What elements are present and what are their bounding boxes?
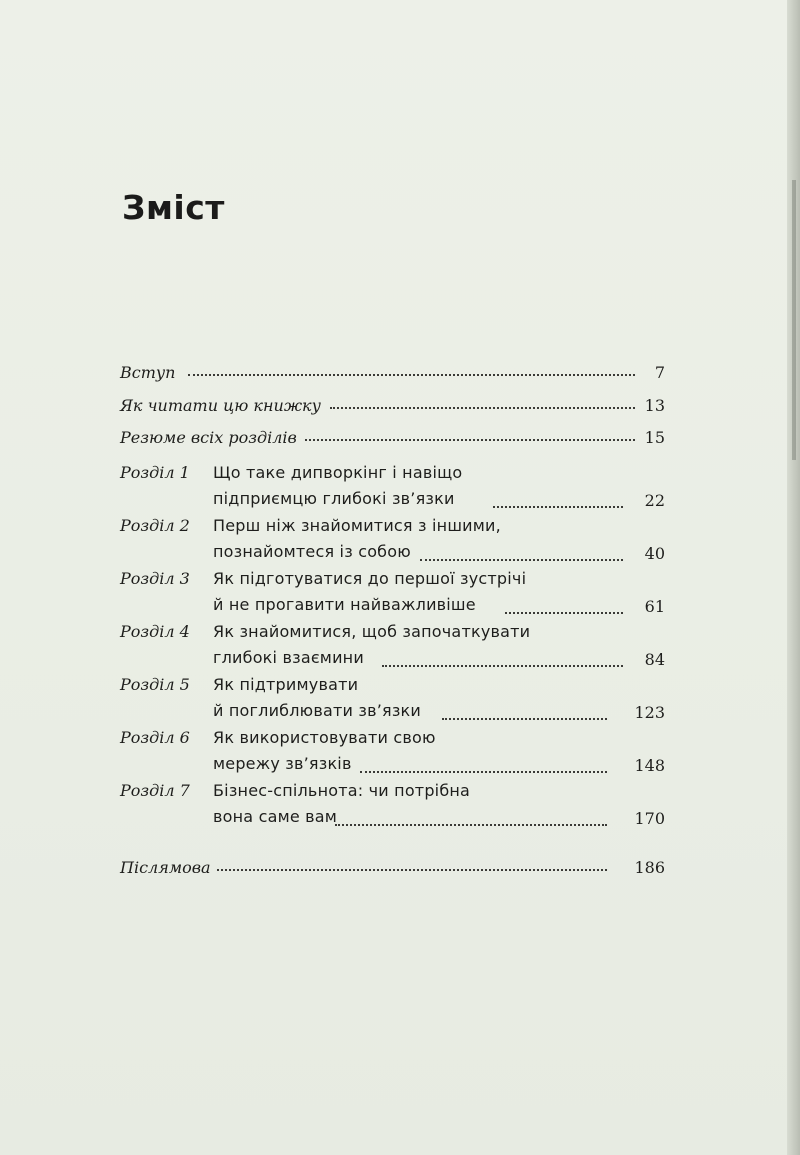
dot-leader xyxy=(420,559,623,561)
dot-leader xyxy=(382,665,623,667)
toc-entry-intro xyxy=(120,356,665,382)
dot-leader xyxy=(335,824,607,826)
entry-page: 15 xyxy=(644,428,665,447)
entry-page: 186 xyxy=(634,858,665,877)
chapter-label: Розділ 2 xyxy=(120,516,190,535)
dot-leader xyxy=(442,718,607,720)
entry-page: 13 xyxy=(644,396,665,415)
entry-label: Резюме всіх розділів xyxy=(120,428,297,447)
chapter-title-line1: Перш ніж знайомитися з іншими, xyxy=(213,516,501,535)
toc-title: Зміст xyxy=(122,188,225,227)
chapter-title-line2: вона саме вам xyxy=(213,807,338,826)
chapter-label: Розділ 7 xyxy=(120,781,190,800)
chapter-title-line1: Як використовувати свою xyxy=(213,728,436,747)
toc-chapter-6 xyxy=(120,728,665,780)
chapter-title-line1: Бізнес-спільнота: чи потрібна xyxy=(213,781,471,800)
dot-leader xyxy=(217,869,607,871)
chapter-label: Розділ 4 xyxy=(120,622,190,641)
chapter-title-line1: Як підготуватися до першої зустрічі xyxy=(213,569,527,588)
toc-chapter-4 xyxy=(120,622,665,674)
chapter-title-line2: й не прогавити найважливіше xyxy=(213,595,476,614)
chapter-page: 148 xyxy=(634,756,665,775)
entry-page: 7 xyxy=(654,363,665,382)
toc-entry-summary xyxy=(120,421,665,447)
toc-chapter-2 xyxy=(120,516,665,568)
chapter-label: Розділ 6 xyxy=(120,728,190,747)
toc-chapter-1 xyxy=(120,463,665,515)
entry-label: Як читати цю книжку xyxy=(120,396,321,415)
chapter-page: 22 xyxy=(644,491,665,510)
chapter-page: 123 xyxy=(634,703,665,722)
entry-label: Післямова xyxy=(120,858,211,877)
toc-entry-how-to-read xyxy=(120,389,665,415)
page-edge xyxy=(787,0,800,1155)
chapter-page: 40 xyxy=(644,544,665,563)
chapter-title-line2: глибокі взаємини xyxy=(213,648,364,667)
chapter-title-line1: Як знайомитися, щоб започаткувати xyxy=(213,622,531,641)
dot-leader xyxy=(188,374,635,376)
toc-chapter-7 xyxy=(120,781,665,833)
dot-leader xyxy=(305,439,635,441)
dot-leader xyxy=(505,612,623,614)
chapter-title-line2: познайомтеся із собою xyxy=(213,542,411,561)
chapter-label: Розділ 5 xyxy=(120,675,190,694)
chapter-title-line1: Що таке дипворкінг і навіщо xyxy=(213,463,463,482)
chapter-page: 61 xyxy=(644,597,665,616)
dot-leader xyxy=(493,506,623,508)
chapter-label: Розділ 3 xyxy=(120,569,190,588)
chapter-title-line2: й поглиблювати зв’язки xyxy=(213,701,421,720)
chapter-page: 84 xyxy=(644,650,665,669)
toc-chapter-5 xyxy=(120,675,665,727)
chapter-title-line2: підприємцю глибокі зв’язки xyxy=(213,489,455,508)
toc-chapter-3 xyxy=(120,569,665,621)
dot-leader xyxy=(360,771,607,773)
entry-label: Вступ xyxy=(120,363,176,382)
page-edge-shadow xyxy=(792,180,796,460)
toc-entry-afterword xyxy=(120,851,665,877)
dot-leader xyxy=(330,407,635,409)
chapter-title-line2: мережу зв’язків xyxy=(213,754,352,773)
chapter-label: Розділ 1 xyxy=(120,463,190,482)
chapter-title-line1: Як підтримувати xyxy=(213,675,359,694)
chapter-page: 170 xyxy=(634,809,665,828)
